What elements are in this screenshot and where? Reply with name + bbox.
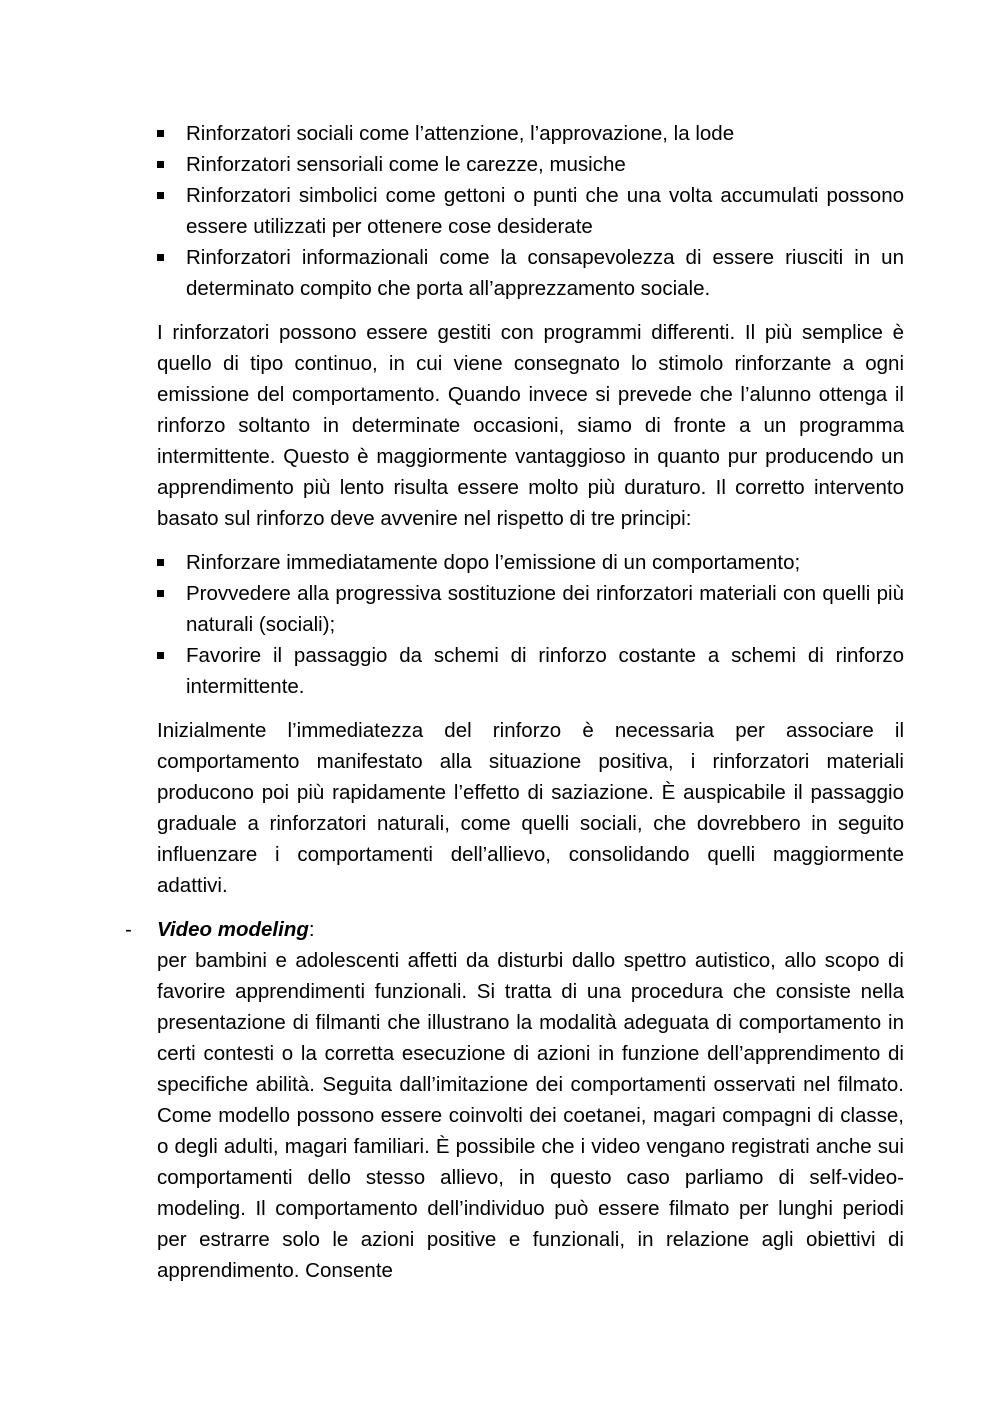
section-colon: :	[308, 918, 315, 941]
spacer	[157, 534, 904, 547]
list-item: Rinforzare immediatamente dopo l’emissione di un comportamento;	[157, 547, 904, 578]
paragraph-immediacy: Inizialmente l’immediatezza del rinforzo è necessaria per associare il comportamento manifestato alla situazione positiva, i rinforzatori materiali producono poi più rapidamente l’effetto di saziazione. È auspicabile il passaggio graduale a rinforzatori naturali, come quelli sociali, che dovrebbero in seguito influenzare i comportamenti dell’allievo, consolidando quelli maggiormente adattivi.	[157, 719, 904, 897]
dash-marker: -	[125, 918, 132, 941]
square-bullet-icon	[157, 254, 164, 261]
square-bullet-icon	[157, 161, 164, 168]
section-title: Video modeling	[157, 918, 309, 941]
square-bullet-icon	[157, 130, 164, 137]
list-item: Favorire il passaggio da schemi di rinforzo costante a schemi di rinforzo intermittente.	[157, 640, 904, 702]
spacer	[157, 901, 904, 914]
video-modeling-section	[125, 914, 904, 1286]
section-heading	[157, 914, 904, 945]
spacer	[157, 702, 904, 715]
principles-list	[157, 547, 904, 702]
list-item: Provvedere alla progressiva sostituzione dei rinforzatori materiali con quelli più naturali (sociali);	[157, 578, 904, 640]
spacer	[157, 304, 904, 317]
list-item: Rinforzatori simbolici come gettoni o punti che una volta accumulati possono essere utilizzati per ottenere cose desiderate	[157, 180, 904, 242]
list-item: Rinforzatori informazionali come la consapevolezza di essere riusciti in un determinato compito che porta all’apprezzamento sociale.	[157, 242, 904, 304]
list-item: Rinforzatori sensoriali come le carezze, musiche	[157, 149, 904, 180]
square-bullet-icon	[157, 590, 164, 597]
square-bullet-icon	[157, 652, 164, 659]
square-bullet-icon	[157, 559, 164, 566]
page-content	[125, 118, 904, 1286]
section-body: per bambini e adolescenti affetti da disturbi dallo spettro autistico, allo scopo di favorire apprendimenti funzionali. Si tratta di una procedura che consiste nella presentazione di filmanti che illustrano la modalità adeguata di comportamento in certi contesti o la corretta esecuzione di azioni in funzione dell’apprendimento di specifiche abilità. Seguita dall’imitazione dei comportamenti osservati nel filmato. Come modello possono essere coinvolti dei coetanei, magari compagni di classe, o degli adulti, magari familiari. È possibile che i video vengano registrati anche sui comportamenti dello stesso allievo, in questo caso parliamo di self-video-modeling. Il comportamento dell’individuo può essere filmato per lunghi periodi per estrarre solo le azioni positive e funzionali, in relazione agli obiettivi di apprendimento. Consente	[157, 949, 904, 1282]
reinforcer-types-list	[157, 118, 904, 304]
paragraph-reinforcement-programs: I rinforzatori possono essere gestiti con programmi differenti. Il più semplice è quello di tipo continuo, in cui viene consegnato lo stimolo rinforzante a ogni emissione del comportamento. Quando invece si prevede che l’alunno ottenga il rinforzo soltanto in determinate occasioni, siamo di fronte a un programma intermittente. Questo è maggiormente vantaggioso in quanto pur producendo un apprendimento più lento risulta essere molto più duraturo. Il corretto intervento basato sul rinforzo deve avvenire nel rispetto di tre principi:	[157, 321, 904, 530]
list-item: Rinforzatori sociali come l’attenzione, l’approvazione, la lode	[157, 118, 904, 149]
square-bullet-icon	[157, 192, 164, 199]
